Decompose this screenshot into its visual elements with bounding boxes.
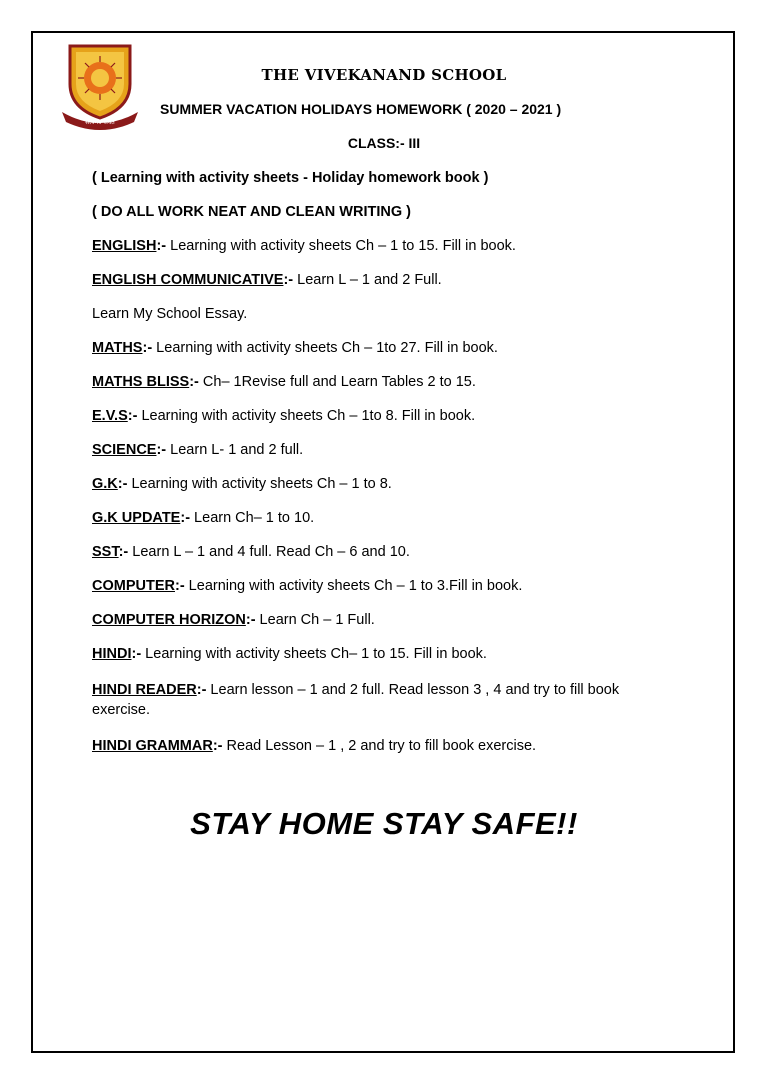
subject-name: E.V.S — [92, 408, 128, 424]
subject-name: COMPUTER — [92, 578, 175, 594]
subject-row — [92, 442, 303, 458]
school-crest-logo — [60, 38, 140, 130]
note-activity-sheets: ( Learning with activity sheets - Holiday homework book ) — [92, 170, 489, 186]
subject-name: MATHS BLISS — [92, 374, 190, 390]
subject-separator: :- — [283, 272, 294, 288]
subject-name: HINDI READER — [92, 682, 197, 698]
footer-slogan: STAY HOME STAY SAFE!! — [190, 806, 578, 841]
subject-name: ENGLISH COMMUNICATIVE — [92, 272, 284, 288]
subject-name: HINDI — [92, 646, 132, 662]
subject-separator: :- — [156, 238, 167, 254]
subject-name: HINDI GRAMMAR — [92, 738, 213, 754]
subject-separator: :- — [131, 646, 142, 662]
subject-task: Learn My School Essay. — [92, 306, 248, 322]
subject-task: Learning with activity sheets Ch – 1to 8. Fill in book. — [137, 408, 476, 424]
subject-row — [92, 306, 247, 322]
subject-row — [92, 680, 662, 720]
subject-row — [92, 238, 516, 254]
subject-row — [92, 738, 536, 754]
subject-task: Learning with activity sheets Ch– 1 to 15. Fill in book. — [141, 646, 487, 662]
homework-title: SUMMER VACATION HOLIDAYS HOMEWORK ( 2020 – 2021 ) — [160, 101, 562, 117]
school-name: THE VIVEKANAND SCHOOL — [261, 66, 507, 84]
subject-task: Learn Ch – 1 Full. — [255, 612, 375, 628]
subject-row — [92, 408, 475, 424]
svg-text:सत्यमेव जयते: सत्यमेव जयते — [85, 119, 115, 126]
subject-task: Learning with activity sheets Ch – 1to 27. Fill in book. — [152, 340, 498, 356]
subject-task: Read Lesson – 1 , 2 and try to fill book exercise. — [222, 738, 537, 754]
subject-separator: :- — [142, 340, 153, 356]
subject-separator: :- — [118, 544, 129, 560]
subject-separator: :- — [245, 612, 256, 628]
subject-row — [92, 612, 375, 628]
subject-name: SCIENCE — [92, 442, 157, 458]
subject-row — [92, 374, 476, 390]
subject-name: ENGLISH — [92, 238, 157, 254]
subject-row — [92, 544, 410, 560]
subject-task: Learn L – 1 and 4 full. Read Ch – 6 and 10. — [128, 544, 410, 560]
subject-separator: :- — [189, 374, 199, 390]
subject-row — [92, 272, 442, 288]
subject-task: Ch– 1Revise full and Learn Tables 2 to 15. — [198, 374, 476, 390]
subject-name: G.K UPDATE — [92, 510, 181, 526]
subject-separator: :- — [127, 408, 138, 424]
subject-separator: :- — [156, 442, 167, 458]
subject-separator: :- — [117, 476, 128, 492]
subject-name: SST — [92, 544, 119, 560]
subject-row — [92, 578, 522, 594]
subject-row — [92, 510, 314, 526]
subject-separator: :- — [212, 738, 223, 754]
class-label: CLASS:- III — [347, 135, 421, 151]
subject-task: Learn L- 1 and 2 full. — [166, 442, 304, 458]
subject-row — [92, 340, 498, 356]
subject-separator: :- — [196, 682, 207, 698]
subject-task: Learn Ch– 1 to 10. — [190, 510, 315, 526]
subject-name: MATHS — [92, 340, 143, 356]
note-neat-writing: ( DO ALL WORK NEAT AND CLEAN WRITING ) — [92, 204, 411, 220]
subject-row — [92, 476, 392, 492]
subject-task: Learning with activity sheets Ch – 1 to 3.Fill in book. — [184, 578, 523, 594]
subject-separator: :- — [174, 578, 185, 594]
subject-task: Learning with activity sheets Ch – 1 to 15. Fill in book. — [166, 238, 516, 254]
subject-task: Learn lesson – 1 and 2 full. Read lesson 3 , 4 and try to fill book exercise. — [92, 682, 620, 718]
subject-name: G.K — [92, 476, 118, 492]
subject-task: Learning with activity sheets Ch – 1 to 8. — [127, 476, 392, 492]
subject-name: COMPUTER HORIZON — [92, 612, 246, 628]
subject-row — [92, 646, 487, 662]
subject-separator: :- — [180, 510, 191, 526]
subject-task: Learn L – 1 and 2 Full. — [293, 272, 442, 288]
